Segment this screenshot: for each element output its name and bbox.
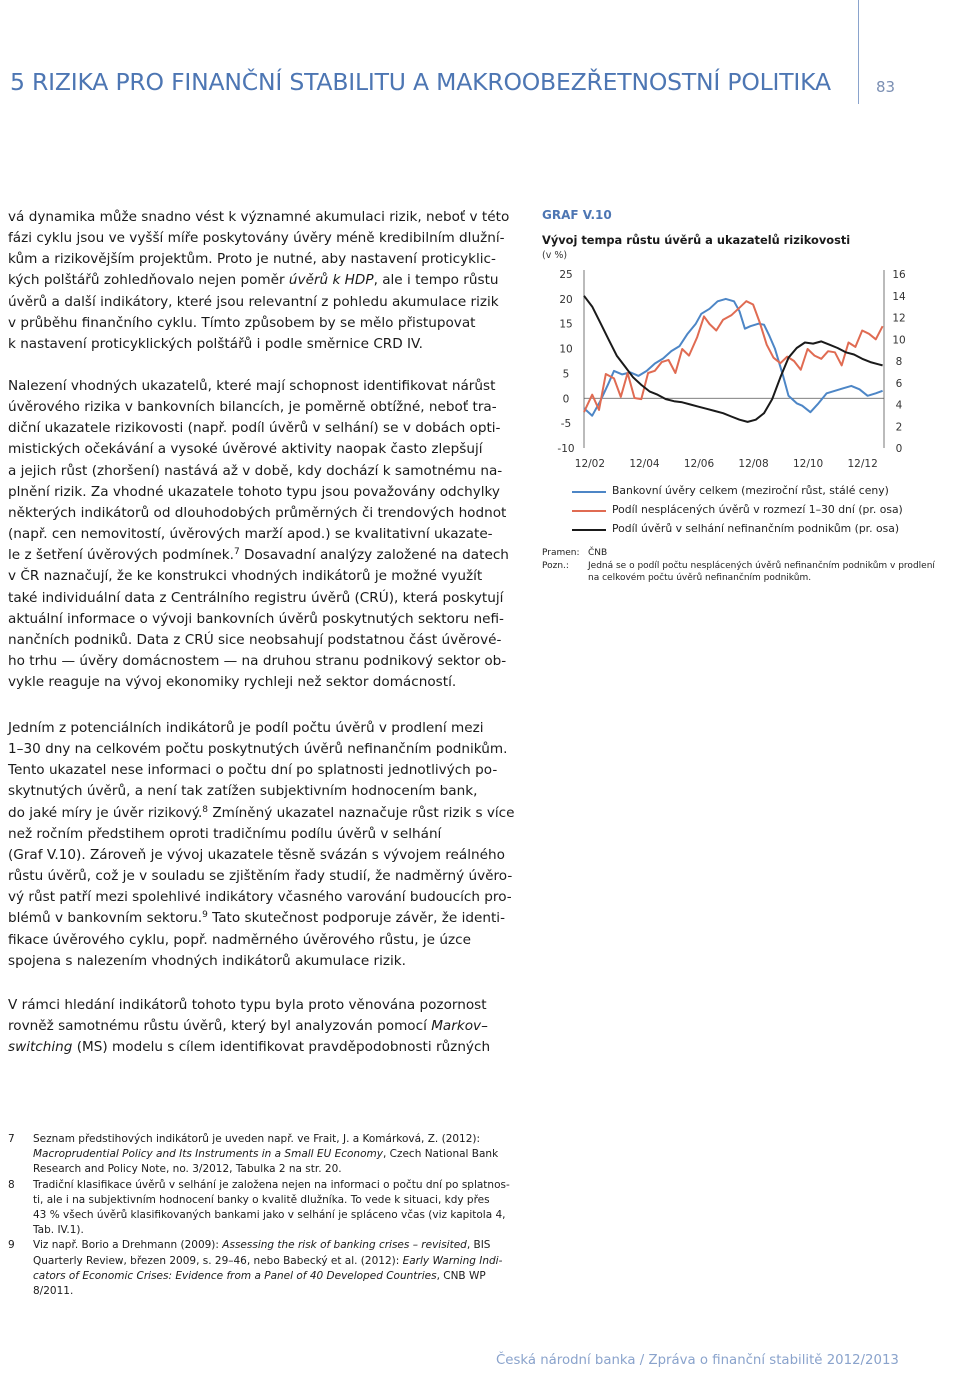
text-line: v ČR naznačují, že ke konstrukci vhodných indikátorů je možné využít [8,568,483,585]
legend-label: Podíl úvěrů v selhání nefinančním podnikům (pr. osa) [612,522,900,535]
italic-title: cators of Economic Crises: Evidence from a Panel of 40 Developed Countries [33,1269,437,1282]
x-tick-label: 12/12 [847,458,878,470]
footnote-line [33,1238,513,1253]
x-tick-label: 12/10 [792,458,824,470]
footnote-number: 7 [8,1133,15,1145]
text-line: V rámci hledání indikátorů tohoto typu byla proto věnována pozornost [8,997,487,1013]
text-line: některých indikátorů od dlouhodobých průměrných či trendových hodnot [8,504,507,521]
text-line [8,270,508,291]
note-line: na celkovém počtu úvěrů nefinančním podnikům. [588,573,812,583]
text-line: k nastavení proticyklických polštářů i podle směrnice CRD IV. [8,335,423,352]
footnote-text: , BIS [466,1239,491,1252]
text-line: aktuální informace o vývoji bankovních úvěrů poskytnutých sektoru nefi- [8,610,504,627]
page-footer: Česká národní banka / Zpráva o finanční stabilitě 2012/2013 [496,1353,899,1368]
body-paragraph-3 [8,718,515,972]
text-line: než ročním předstihem oproti tradičnímu podílu úvěrů v selhání [8,825,442,842]
text-line: úvěrů a další indikátory, které jsou relevantní z pohledu akumulace rizik [8,293,499,310]
text-line: plnění rizik. Za vhodné ukazatele tohoto typu jsou považovány odchylky [8,483,500,500]
y-left-tick-label: 15 [559,318,573,331]
body-paragraph-2 [8,376,508,693]
y-right-tick-label: 0 [895,443,903,455]
footnote-text: Seznam předstihových indikátorů je uveden např. ve Frait, J. a Komárková, Z. (2012): [33,1133,481,1145]
y-left-tick-label: 25 [559,269,573,281]
page-number: 83 [876,78,896,96]
text-line: fikace úvěrového cyklu, popř. nadměrného úvěrového růstu, je úzce [8,931,471,948]
footnote-line [33,1223,513,1238]
text-line: spojena s nalezením vhodných indikátorů akumulace rizik. [8,952,406,969]
y-right-tick-label: 6 [895,377,903,390]
text-fragment: Tato skutečnost podporuje závěr, že identi- [207,910,505,927]
y-right-tick-label: 8 [895,356,903,368]
header-divider [858,0,859,104]
footnote-line [33,1193,513,1208]
x-tick-label: 12/04 [629,458,660,470]
footnote-text: Research and Policy Note, no. 3/2012, Tabulka 2 na str. 20. [33,1163,342,1176]
footnote-text: , CNB WP [436,1269,486,1282]
source-key: Pramen: [542,548,580,558]
footnote-line [33,1162,513,1177]
text-line [8,1037,508,1058]
y-left-tick-label: 5 [562,368,570,381]
series-line-2 [584,301,883,412]
y-right-tick-label: 4 [895,399,903,412]
text-line: Jedním z potenciálních indikátorů je podíl počtu úvěrů v prodlení mezi [8,720,484,736]
body-paragraph-4 [8,995,508,1058]
note-key: Pozn.: [542,561,569,571]
italic-title: Macroprudential Policy and Its Instruments in a Small EU Economy [33,1148,383,1161]
text-fragment: kých polštářů zohledňovalo nejen poměr [8,272,289,289]
italic-title: Assessing the risk of banking crises – revisited [222,1239,467,1252]
text-line [8,908,508,929]
y-left-tick-label: -10 [557,443,575,455]
y-left-tick-label: 10 [559,343,573,356]
y-right-tick-label: 12 [892,312,906,325]
x-tick-label: 12/02 [574,458,606,470]
footnote-text: 8/2011. [33,1285,74,1298]
footnote-9 [8,1238,513,1299]
italic-term: Markov– [431,1018,488,1035]
text-line: fázi cyklu jsou ve vyšší míře poskytovány úvěry méně kredibilním dlužní- [8,230,505,247]
footnote-line [33,1147,513,1162]
footnote-number: 8 [8,1178,15,1191]
footnote-text: Tab. IV.1). [33,1224,84,1237]
footnote-text: Viz např. Borio a Drehmann (2009): [33,1239,223,1252]
text-line [8,545,508,566]
footnote-text: 43 % všech úvěrů klasifikovaných bankami jako v selhání je spláceno včas (viz kapitola 4, [33,1209,506,1222]
text-fragment: le z šetření úvěrových podmínek. [8,547,234,564]
text-line: diční ukazatele rizikovosti (např. podíl úvěrů v selhání) se v dobách opti- [8,420,501,437]
text-fragment: (MS) modelu s cílem identifikovat pravděpodobnosti různých [72,1039,491,1056]
legend-label: Podíl nesplácených úvěrů v rozmezí 1–30 dní (pr. osa) [612,503,903,516]
text-line: vá dynamika může snadno vést k významné akumulaci rizik, neboť v této [8,209,510,225]
graph-label: GRAF V.10 [542,208,612,222]
text-fragment: rovněž samotnému růstu úvěrů, který byl analyzován pomocí [8,1018,432,1035]
footnote-line [33,1208,513,1223]
line-chart [542,262,952,476]
legend-swatch [572,510,606,512]
footnote-text: , Czech National Bank [382,1148,499,1161]
legend-swatch [572,529,606,531]
text-line: Tento ukazatel nese informaci o počtu dní po splatnosti jednotlivých po- [8,762,498,779]
text-line: Nalezení vhodných ukazatelů, které mají schopnost identifikovat nárůst [8,378,496,394]
footnote-text: ti, ale i na subjektivním hodnocení banky o kvalitě dlužníka. To vede k situaci, kdy přes [33,1193,490,1206]
text-fragment: Dosavadní analýzy založené na datech [239,547,509,564]
text-line: také individuální data z Centrálního registru úvěrů (CRÚ), která poskytují [8,589,504,606]
body-paragraph-1 [8,207,508,355]
italic-title: Early Warning Indi- [402,1254,503,1267]
y-left-tick-label: 0 [562,393,570,406]
text-line: kům a rizikovějším projektům. Proto je nutné, aby nastavení proticyklic- [8,251,496,268]
source-value: ČNB [588,548,608,558]
text-fragment: , ale i tempo růstu [373,272,499,289]
footnote-ref[interactable]: 9 [202,910,208,921]
text-fragment: Zmíněný ukazatel naznačuje růst rizik s více [208,804,515,821]
footnote-text: Tradiční klasifikace úvěrů v selhání je založena nejen na informaci o počtu dní po splatnos- [33,1178,510,1191]
footnote-ref[interactable]: 7 [233,547,240,558]
chapter-title: 5 RIZIKA PRO FINANČNÍ STABILITU A MAKROOBEZŘETNOSTNÍ POLITIKA [10,68,831,96]
text-line: mistických očekávání a vysoké úvěrové aktivity naopak často zlepšují [8,441,483,458]
footnote-line [33,1132,513,1147]
graph-unit: (v %) [542,250,568,261]
text-line: (Graf V.10). Zároveň je vývoj ukazatele těsně svázán s vývojem reálného [8,846,505,863]
text-line [8,1016,508,1037]
graph-title: Vývoj tempa růstu úvěrů a ukazatelů rizikovosti [542,233,851,247]
italic-term: úvěrů k HDP [288,272,374,289]
chart-series [584,296,883,422]
italic-term: switching [8,1039,73,1056]
legend-label: Bankovní úvěry celkem (meziroční růst, stálé ceny) [612,484,889,497]
text-fragment: do jaké míry je úvěr rizikový. [8,804,203,821]
footnote-7 [8,1132,513,1178]
x-tick-label: 12/06 [683,458,715,470]
text-line: ho trhu — úvěry domácnostem — na druhou stranu podnikový sektor ob- [8,653,507,670]
footnote-line [33,1178,513,1193]
footnote-text: Quarterly Review, březen 2009, s. 29–46, nebo Babecký et al. (2012): [33,1254,403,1267]
text-line: růstu úvěrů, což je v souladu se zjištěním řady studií, že nadměrný úvěro- [8,868,513,885]
footnote-line [33,1284,513,1299]
text-line: a jejich růst (zhoršení) nastává až v době, kdy dochází k samotnému na- [8,462,503,479]
y-left-tick-label: -5 [560,418,572,431]
text-line: 1–30 dny na celkovém počtu poskytnutých úvěrů nefinančním podnikům. [8,741,508,758]
footnote-line [33,1254,513,1269]
y-right-tick-label: 16 [892,269,906,281]
y-right-tick-label: 14 [892,290,906,303]
chart-ticks [557,269,906,470]
footnote-8 [8,1178,513,1239]
y-right-tick-label: 2 [895,421,903,434]
text-line: nančních podniků. Data z CRÚ sice neobsahují podstatnou část úvěrové- [8,631,502,648]
text-line: (např. cen nemovitostí, úvěrových marží apod.) se kvalitativní ukazate- [8,526,493,543]
text-fragment: blémů v bankovním sektoru. [8,910,203,927]
legend-swatch [572,491,606,493]
y-left-tick-label: 20 [559,293,573,306]
text-line: skytnutých úvěrů, a není tak zatížen subjektivním hodnocením bank, [8,783,478,800]
footnote-ref[interactable]: 8 [202,804,209,815]
text-line: vý růst patří mezi spolehlivé indikátory včasného varování budoucích pro- [8,889,512,906]
text-line: vykle reaguje na vývoj ekonomiky rychleji než sektor domácností. [8,674,457,691]
y-right-tick-label: 10 [892,334,906,347]
note-line: Jedná se o podíl počtu nesplácených úvěrů nefinančním podnikům v prodlení [588,561,935,571]
text-line [8,803,515,824]
x-tick-label: 12/08 [738,458,769,470]
page-header [10,0,950,104]
footnotes [8,1132,513,1299]
footnote-line [33,1269,513,1284]
text-line: úvěrového rizika v bankovních bilancích, je poměrně obtížné, neboť tra- [8,399,497,416]
text-line: v průběhu finančního cyklu. Tímto způsobem by se mělo přistupovat [8,314,476,331]
footnote-number: 9 [8,1239,15,1252]
